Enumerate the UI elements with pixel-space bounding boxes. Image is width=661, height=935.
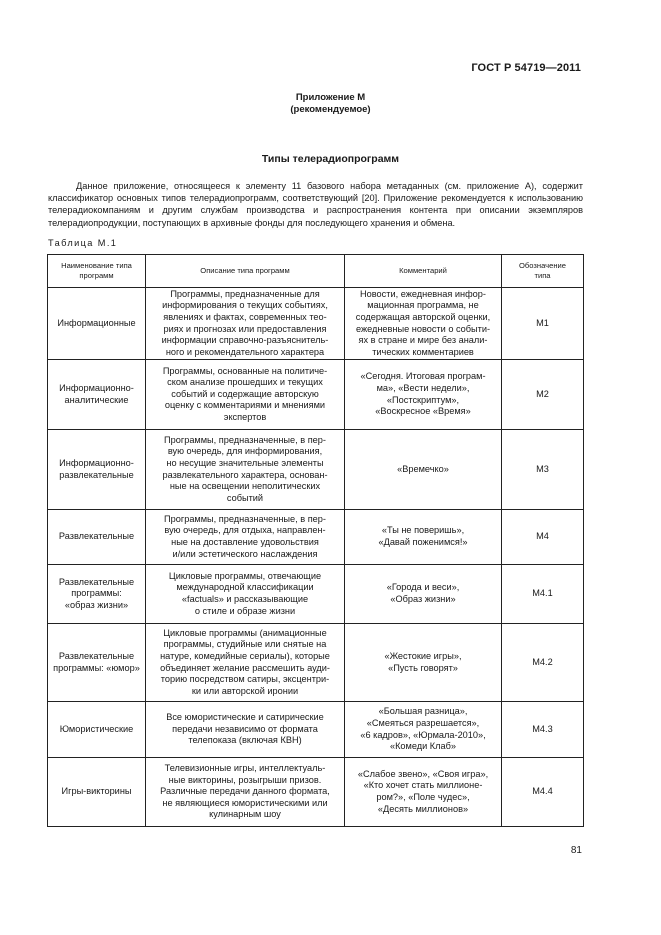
program-type-code: М4.4 bbox=[502, 758, 584, 827]
comment-line: «Постскриптум», bbox=[386, 394, 460, 405]
name-line: Информационные bbox=[57, 317, 136, 328]
program-type-description bbox=[146, 288, 345, 360]
program-type-name bbox=[48, 624, 146, 702]
description-line: Цикловые программы (анимационные bbox=[163, 627, 327, 638]
description-line: Цикловые программы, отвечающие bbox=[168, 570, 322, 581]
program-type-code: М1 bbox=[502, 288, 584, 360]
program-type-code: М4 bbox=[502, 510, 584, 565]
comment-line: «Воскресное «Время» bbox=[375, 406, 471, 417]
standard-code: ГОСТ Р 54719—2011 bbox=[471, 62, 581, 74]
program-type-code: М4.3 bbox=[502, 702, 584, 758]
comment-line: «Десять миллионов» bbox=[377, 803, 469, 814]
description-line: ные на доставление удовольствия bbox=[171, 537, 319, 547]
program-type-description bbox=[146, 624, 345, 702]
comment-line: мационная программа, не bbox=[367, 300, 479, 311]
comment-line: «Большая разница», bbox=[378, 706, 468, 717]
comment-line: содержащая авторской оценки, bbox=[355, 311, 491, 322]
program-type-comment bbox=[345, 360, 502, 430]
description-line: Программы, предназначенные, в пер- bbox=[164, 513, 326, 524]
table-row bbox=[48, 288, 584, 360]
program-type-code: М4.2 bbox=[502, 624, 584, 702]
appendix-status: (рекомендуемое) bbox=[290, 104, 371, 115]
program-type-comment bbox=[345, 565, 502, 624]
comment-line: «Комеди Клаб» bbox=[389, 741, 457, 752]
name-line: развлекательные bbox=[59, 469, 134, 480]
program-type-name bbox=[48, 360, 146, 430]
program-type-description bbox=[146, 758, 345, 827]
description-line: явлениях и фактах, современных тео- bbox=[163, 311, 327, 322]
description-line: но несущие значительные элементы bbox=[166, 457, 324, 468]
description-line: о стиле и образе жизни bbox=[194, 605, 296, 616]
description-line: не являющиеся юмористическими или bbox=[162, 797, 328, 808]
program-type-code: М4.1 bbox=[502, 565, 584, 624]
program-type-name bbox=[48, 430, 146, 510]
program-type-name bbox=[48, 510, 146, 565]
name-line: Развлекательные bbox=[58, 576, 135, 587]
comment-line: ром?», «Поле чудес», bbox=[376, 792, 470, 802]
description-line: информации справочно-разъяснитель- bbox=[161, 335, 329, 346]
program-type-name bbox=[48, 758, 146, 827]
description-line: информирования о текущих событиях, bbox=[162, 300, 328, 311]
description-line: передачи независимо от формата bbox=[172, 723, 318, 734]
name-line: Развлекательные bbox=[58, 531, 135, 542]
header-line: Наименование типа bbox=[61, 261, 132, 270]
header-line: типа bbox=[534, 271, 551, 280]
program-type-code: М3 bbox=[502, 430, 584, 510]
description-line: Программы, основанные на политиче- bbox=[162, 365, 328, 376]
description-line: Различные передачи данного формата, bbox=[160, 786, 330, 797]
program-type-comment bbox=[345, 288, 502, 360]
header-line: Описание типа программ bbox=[200, 266, 290, 275]
comment-line: ма», «Вести недели», bbox=[376, 382, 470, 393]
comment-line: «Жестокие игры», bbox=[384, 650, 462, 661]
comment-line: «Кто хочет стать миллионе- bbox=[363, 780, 483, 791]
description-line: торию посредством сатиры, эксцентри- bbox=[160, 674, 330, 685]
table-row bbox=[48, 758, 584, 827]
description-line: событий bbox=[226, 492, 264, 503]
program-type-description bbox=[146, 510, 345, 565]
appendix-heading bbox=[0, 92, 661, 116]
intro-paragraph: Данное приложение, относящееся к элементу 11 базового набора метаданных (см. приложение А), содержит классификатор основных типов телерадиопрограмм, соответствующий [20]. Приложение рекомендуется к использованию телерадиокомпаниям и другим службам производства и распространения контента при описании экземпляров телерадиопродукции, поступающих в архивные фонды для последующего хранения и обмена. bbox=[48, 181, 583, 228]
description-line: программы, студийные или снятые на bbox=[163, 639, 327, 650]
description-line: ные на освещении неполитических bbox=[169, 481, 321, 492]
description-line: вую очередь, для отдыха, направлен- bbox=[164, 525, 326, 536]
comment-line: «Слабое звено», «Своя игра», bbox=[357, 768, 489, 779]
comment-line: «Образ жизни» bbox=[390, 594, 456, 604]
program-type-code: М2 bbox=[502, 360, 584, 430]
description-line: риях и прогнозах или предоставления bbox=[163, 323, 327, 334]
description-line: ного и рекомендательного характера bbox=[165, 346, 325, 357]
header-comment bbox=[345, 255, 502, 288]
table-row bbox=[48, 510, 584, 565]
name-line: Информационно- bbox=[59, 382, 134, 393]
table-row bbox=[48, 624, 584, 702]
comment-line: «Времечко» bbox=[397, 463, 449, 474]
program-type-comment bbox=[345, 702, 502, 758]
header-line: Обозначение bbox=[519, 261, 566, 270]
table-row bbox=[48, 360, 584, 430]
name-line: Информационно- bbox=[59, 457, 134, 468]
description-line: Телевизионные игры, интеллектуаль- bbox=[164, 763, 326, 774]
comment-line: «Города и веси», bbox=[386, 582, 460, 593]
table-row bbox=[48, 565, 584, 624]
program-type-comment bbox=[345, 624, 502, 702]
description-line: экспертов bbox=[223, 411, 267, 422]
program-type-name bbox=[48, 702, 146, 758]
name-line: программы: bbox=[71, 588, 122, 599]
header-code bbox=[502, 255, 584, 288]
description-line: телепоказа (включая КВН) bbox=[188, 735, 302, 746]
description-line: натуре, комедийные сериалы), которые bbox=[160, 650, 330, 661]
description-line: кулинарным шоу bbox=[209, 809, 281, 820]
program-type-description bbox=[146, 702, 345, 758]
program-type-comment bbox=[345, 758, 502, 827]
comment-line: ях в стране и мире без анали- bbox=[358, 335, 488, 346]
comment-line: «Пусть говорят» bbox=[388, 662, 458, 673]
description-line: и/или эстетического наслаждения bbox=[172, 548, 318, 559]
name-line: аналитические bbox=[64, 394, 129, 405]
header-line: программ bbox=[79, 271, 114, 280]
header-program-type-name bbox=[48, 255, 146, 288]
table-caption: Таблица М.1 bbox=[48, 238, 118, 248]
description-line: Программы, предназначенные для bbox=[170, 288, 320, 299]
description-line: Все юмористические и сатирические bbox=[166, 712, 324, 723]
appendix-title: Приложение М bbox=[295, 92, 366, 103]
description-line: Программы, предназначенные, в пер- bbox=[164, 434, 326, 445]
name-line: программы: «юмор» bbox=[53, 662, 140, 673]
comment-line: «Давай поженимся!» bbox=[378, 537, 468, 547]
name-line: Юмористические bbox=[59, 723, 134, 734]
comment-line: тических комментариев bbox=[372, 346, 474, 357]
description-line: ки или авторской иронии bbox=[191, 685, 299, 696]
comment-line: Новости, ежедневная инфор- bbox=[360, 288, 486, 299]
description-line: развлекательного характера, основан- bbox=[162, 469, 328, 480]
description-line: ные викторины, розыгрыши призов. bbox=[168, 774, 322, 785]
description-line: объединяет желание рассмешить ауди- bbox=[160, 662, 330, 673]
description-line: «factuals» и рассказывающие bbox=[181, 594, 309, 604]
header-description bbox=[146, 255, 345, 288]
name-line: «образ жизни» bbox=[64, 599, 129, 610]
table-row bbox=[48, 430, 584, 510]
comment-line: «6 кадров», «Юрмала-2010», bbox=[360, 729, 486, 740]
program-type-name bbox=[48, 565, 146, 624]
table-row bbox=[48, 702, 584, 758]
comment-line: ежедневные новости о событи- bbox=[355, 323, 491, 334]
program-type-name bbox=[48, 288, 146, 360]
description-line: международной классификации bbox=[176, 582, 314, 593]
program-type-comment bbox=[345, 430, 502, 510]
name-line: Игры-викторины bbox=[61, 786, 132, 797]
program-type-comment bbox=[345, 510, 502, 565]
section-title: Типы телерадиопрограмм bbox=[261, 153, 400, 165]
description-line: ском анализе прошедших и текущих bbox=[167, 377, 323, 388]
comment-line: «Смеяться разрешается», bbox=[366, 717, 480, 728]
program-type-description bbox=[146, 565, 345, 624]
description-line: вую очередь, для информирования, bbox=[167, 446, 323, 457]
page-number: 81 bbox=[570, 845, 582, 856]
description-line: событий и содержащие авторскую bbox=[171, 388, 319, 399]
program-type-description bbox=[146, 430, 345, 510]
description-line: оценку с комментариями и мнениями bbox=[164, 400, 326, 411]
table-body bbox=[48, 288, 584, 827]
name-line: Развлекательные bbox=[58, 650, 135, 661]
table-header-row bbox=[48, 255, 584, 288]
comment-line: «Сегодня. Итоговая програм- bbox=[360, 371, 486, 382]
program-types-table bbox=[47, 254, 584, 827]
header-line: Комментарий bbox=[399, 266, 447, 275]
program-type-description bbox=[146, 360, 345, 430]
comment-line: «Ты не поверишь», bbox=[381, 525, 465, 536]
